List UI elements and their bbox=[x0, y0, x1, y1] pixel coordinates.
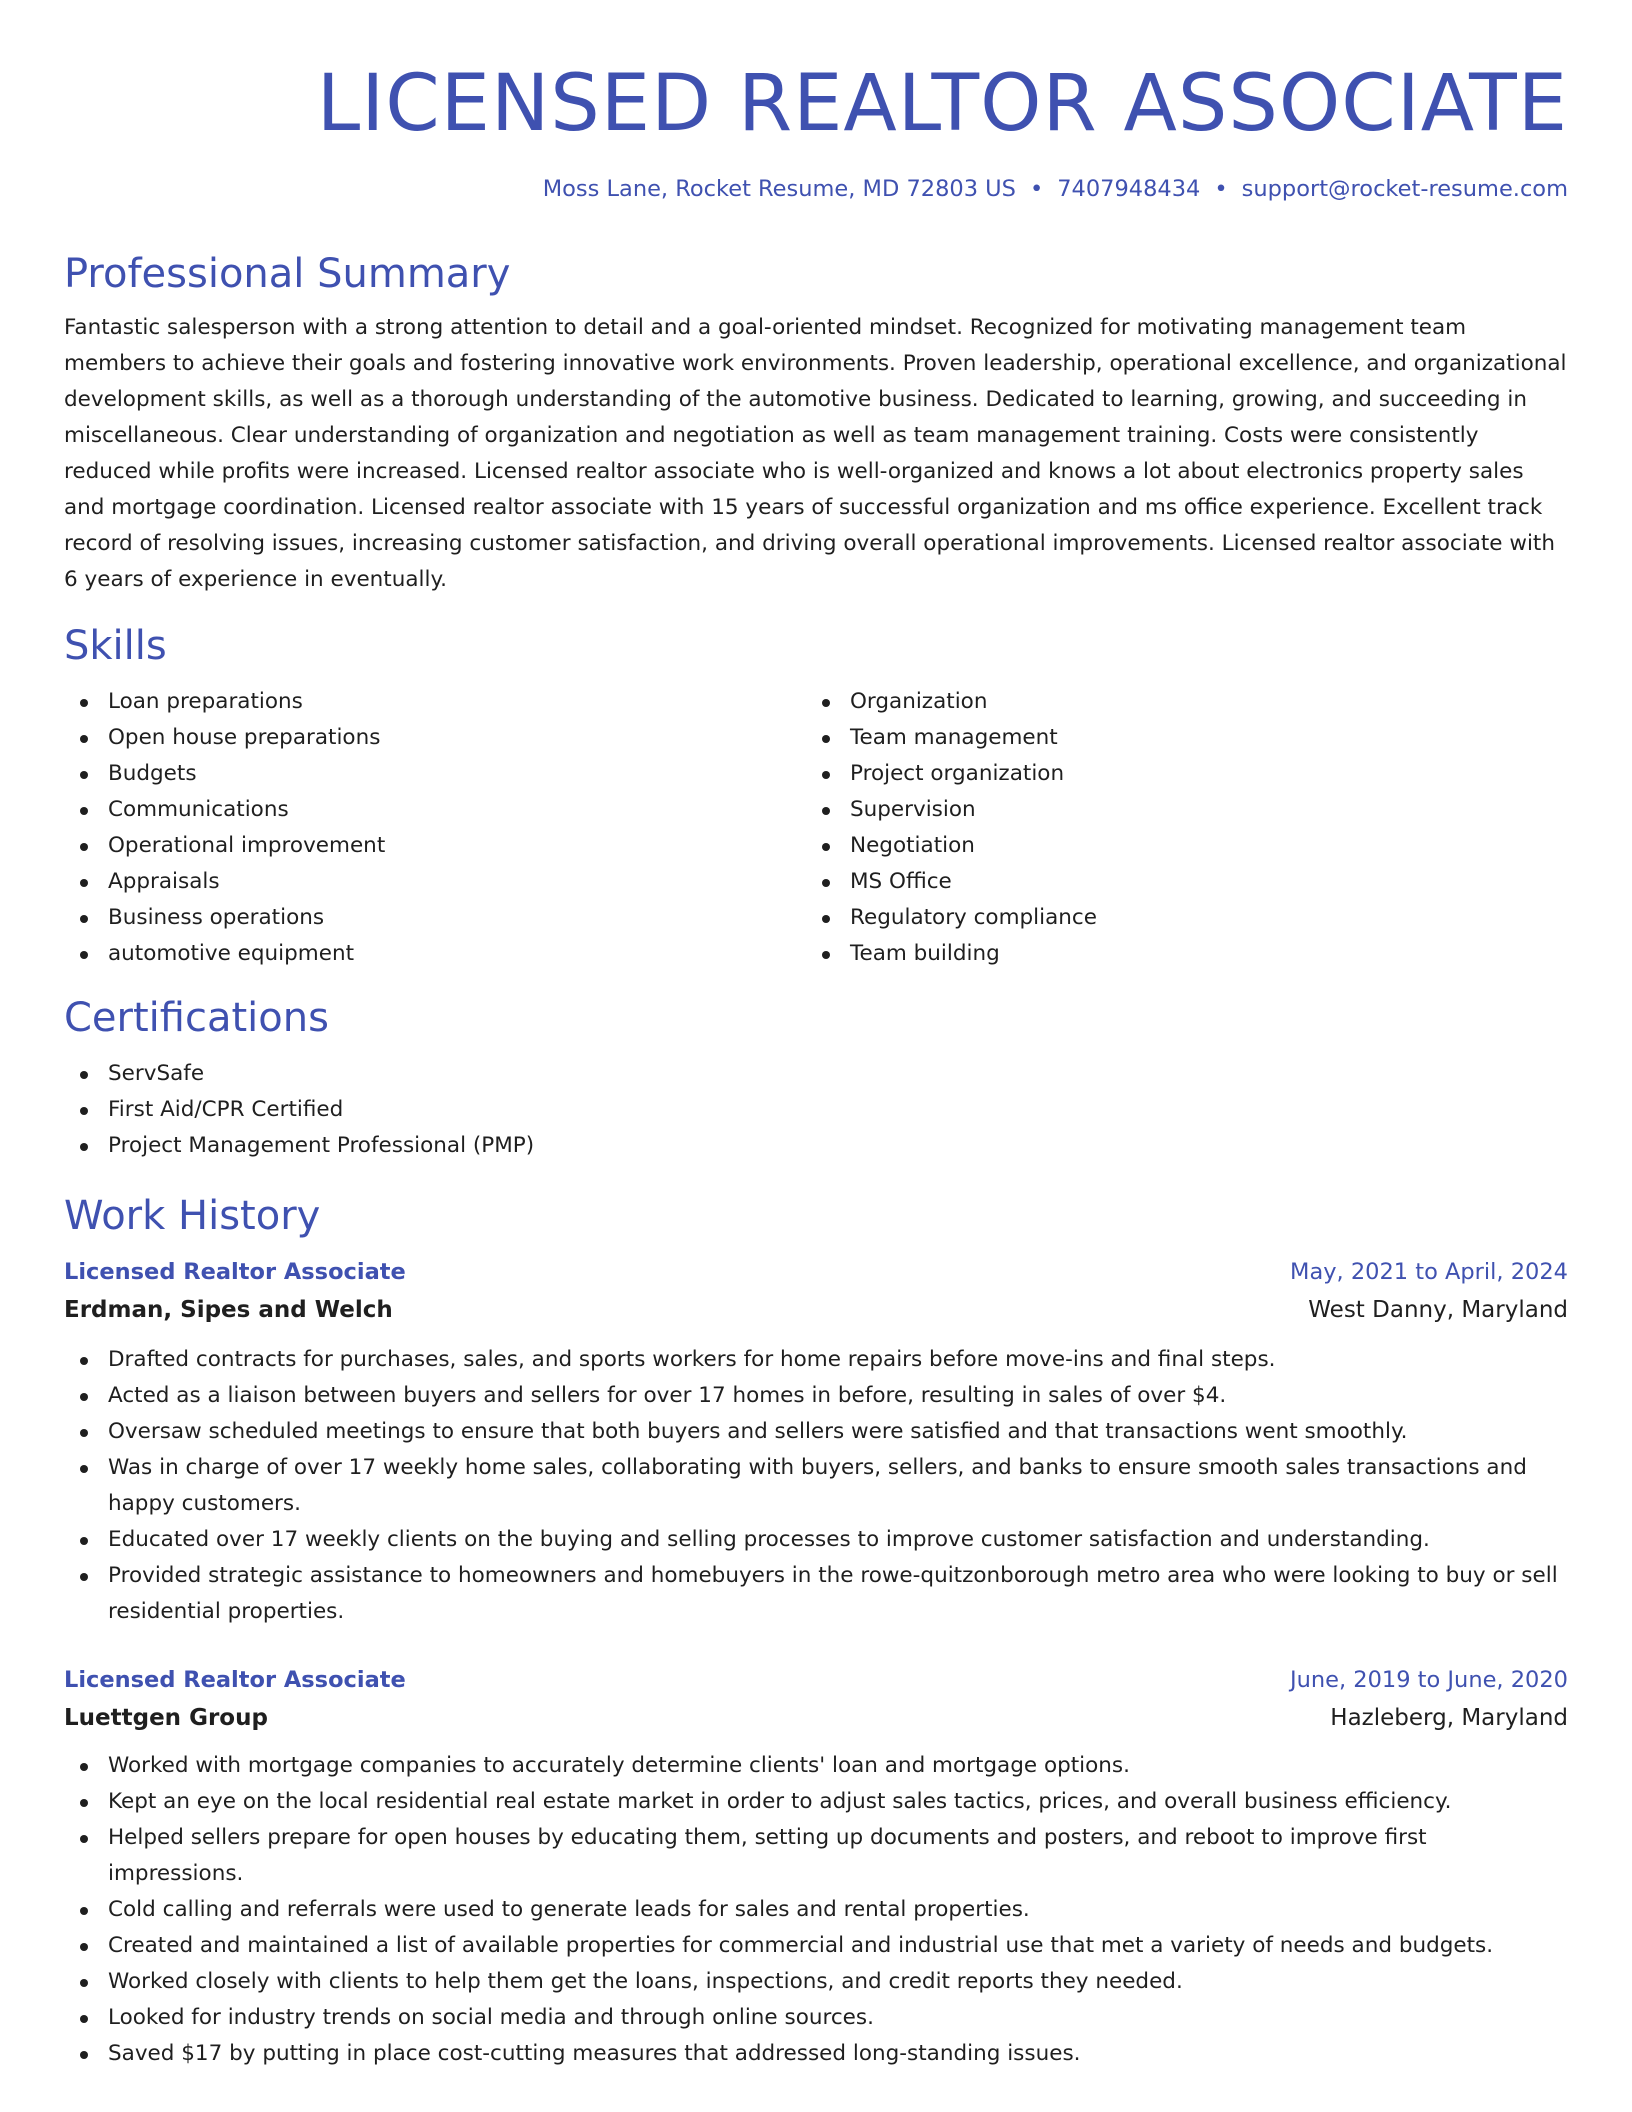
job-header-row bbox=[64, 1662, 1568, 1698]
job-dates: May, 2021 to April, 2024 bbox=[1290, 1259, 1568, 1285]
section-title-summary: Professional Summary bbox=[64, 251, 511, 297]
list-item: Acted as a liaison between buyers and sellers for over 17 homes in before, resulting in sales of over $4. bbox=[64, 1378, 1568, 1414]
list-item: Looked for industry trends on social media and through online sources. bbox=[64, 2000, 1568, 2036]
list-item: Team management bbox=[806, 720, 1548, 756]
contact-email[interactable]: support@rocket-resume.com bbox=[1241, 176, 1568, 202]
list-item: Oversaw scheduled meetings to ensure that both buyers and sellers were satisfied and that transactions went smoothly. bbox=[64, 1414, 1568, 1450]
list-item: Saved $17 by putting in place cost-cutting measures that addressed long-standing issues. bbox=[64, 2036, 1568, 2072]
job-company-row bbox=[64, 1290, 1568, 1330]
list-item: automotive equipment bbox=[64, 936, 806, 972]
job-entry bbox=[64, 1662, 1568, 2072]
job-company: Luettgen Group bbox=[64, 1705, 268, 1731]
skills-left-column bbox=[64, 684, 806, 972]
list-item: Open house preparations bbox=[64, 720, 806, 756]
list-item: MS Office bbox=[806, 864, 1548, 900]
contact-phone: 7407948434 bbox=[1057, 176, 1201, 202]
contact-separator: • bbox=[1029, 176, 1044, 202]
list-item: Drafted contracts for purchases, sales, and sports workers for home repairs before move-ins and final steps. bbox=[64, 1342, 1568, 1378]
skills-grid bbox=[64, 684, 1568, 972]
list-item: Was in charge of over 17 weekly home sales, collaborating with buyers, sellers, and banks to ensure smooth sales transactions and happy customers. bbox=[64, 1450, 1568, 1522]
skills-right-column bbox=[806, 684, 1548, 972]
list-item: Business operations bbox=[64, 900, 806, 936]
list-item: Budgets bbox=[64, 756, 806, 792]
certifications-section bbox=[64, 994, 1568, 1164]
contact-address: Moss Lane, Rocket Resume, MD 72803 US bbox=[542, 176, 1016, 202]
list-item: Project organization bbox=[806, 756, 1548, 792]
list-item: Negotiation bbox=[806, 828, 1548, 864]
job-location: West Danny, Maryland bbox=[1308, 1297, 1568, 1323]
section-title-skills: Skills bbox=[64, 623, 167, 669]
list-item: Supervision bbox=[806, 792, 1548, 828]
work-history-section bbox=[64, 1192, 1568, 2072]
job-bullets bbox=[64, 1748, 1568, 2072]
list-item: Project Management Professional (PMP) bbox=[64, 1128, 1568, 1164]
list-item: Provided strategic assistance to homeowners and homebuyers in the rowe-quitzonborough metro area who were looking to buy or sell residential properties. bbox=[64, 1558, 1568, 1630]
list-item: First Aid/CPR Certified bbox=[64, 1092, 1568, 1128]
certifications-list bbox=[64, 1056, 1568, 1164]
contact-line bbox=[64, 174, 1568, 204]
summary-section bbox=[64, 250, 1568, 598]
list-item: Worked with mortgage companies to accurately determine clients' loan and mortgage options. bbox=[64, 1748, 1568, 1784]
section-title-work-history: Work History bbox=[64, 1193, 321, 1239]
job-dates: June, 2019 to June, 2020 bbox=[1289, 1667, 1568, 1693]
job-entry bbox=[64, 1254, 1568, 1630]
list-item: Regulatory compliance bbox=[806, 900, 1548, 936]
resume-page bbox=[64, 0, 1568, 2112]
list-item: ServSafe bbox=[64, 1056, 1568, 1092]
list-item: Team building bbox=[806, 936, 1548, 972]
list-item: Kept an eye on the local residential real estate market in order to adjust sales tactics, prices, and overall business efficiency. bbox=[64, 1784, 1568, 1820]
list-item: Operational improvement bbox=[64, 828, 806, 864]
resume-header bbox=[64, 0, 1568, 204]
job-company: Erdman, Sipes and Welch bbox=[64, 1297, 393, 1323]
list-item: Loan preparations bbox=[64, 684, 806, 720]
list-item: Educated over 17 weekly clients on the buying and selling processes to improve customer satisfaction and understanding. bbox=[64, 1522, 1568, 1558]
contact-separator: • bbox=[1214, 176, 1228, 202]
job-title: Licensed Realtor Associate bbox=[64, 1667, 406, 1693]
job-bullets bbox=[64, 1342, 1568, 1630]
job-header-row bbox=[64, 1254, 1568, 1290]
list-item: Created and maintained a list of available properties for commercial and industrial use that met a variety of needs and budgets. bbox=[64, 1928, 1568, 1964]
list-item: Cold calling and referrals were used to generate leads for sales and rental properties. bbox=[64, 1892, 1568, 1928]
list-item: Communications bbox=[64, 792, 806, 828]
job-location: Hazleberg, Maryland bbox=[1330, 1705, 1568, 1731]
list-item: Worked closely with clients to help them get the loans, inspections, and credit reports they needed. bbox=[64, 1964, 1568, 2000]
list-item: Appraisals bbox=[64, 864, 806, 900]
job-company-row bbox=[64, 1698, 1568, 1738]
candidate-name: LICENSED REALTOR ASSOCIATE bbox=[316, 59, 1568, 149]
skills-section bbox=[64, 622, 1568, 972]
section-title-certifications: Certifications bbox=[64, 995, 329, 1041]
list-item: Helped sellers prepare for open houses by educating them, setting up documents and posters, and reboot to improve first impressions. bbox=[64, 1820, 1568, 1892]
job-title: Licensed Realtor Associate bbox=[64, 1259, 406, 1285]
list-item: Organization bbox=[806, 684, 1548, 720]
summary-text: Fantastic salesperson with a strong attention to detail and a goal-oriented mindset. Recognized for motivating management team members to achieve their goals and fostering innovative work environments. Proven leadership, operational excellence, and organizational development skills, as well as a thorough understanding of the automotive business. Dedicated to learning, growing, and succeeding in miscellaneous. Clear understanding of organization and negotiation as well as team management training. Costs were consistently reduced while profits were increased. Licensed realtor associate who is well-organized and knows a lot about electronics property sales and mortgage coordination. Licensed realtor associate with 15 years of successful organization and ms office experience. Excellent track record of resolving issues, increasing customer satisfaction, and driving overall operational improvements. Licensed realtor associate with 6 years of experience in eventually. bbox=[64, 315, 1567, 592]
